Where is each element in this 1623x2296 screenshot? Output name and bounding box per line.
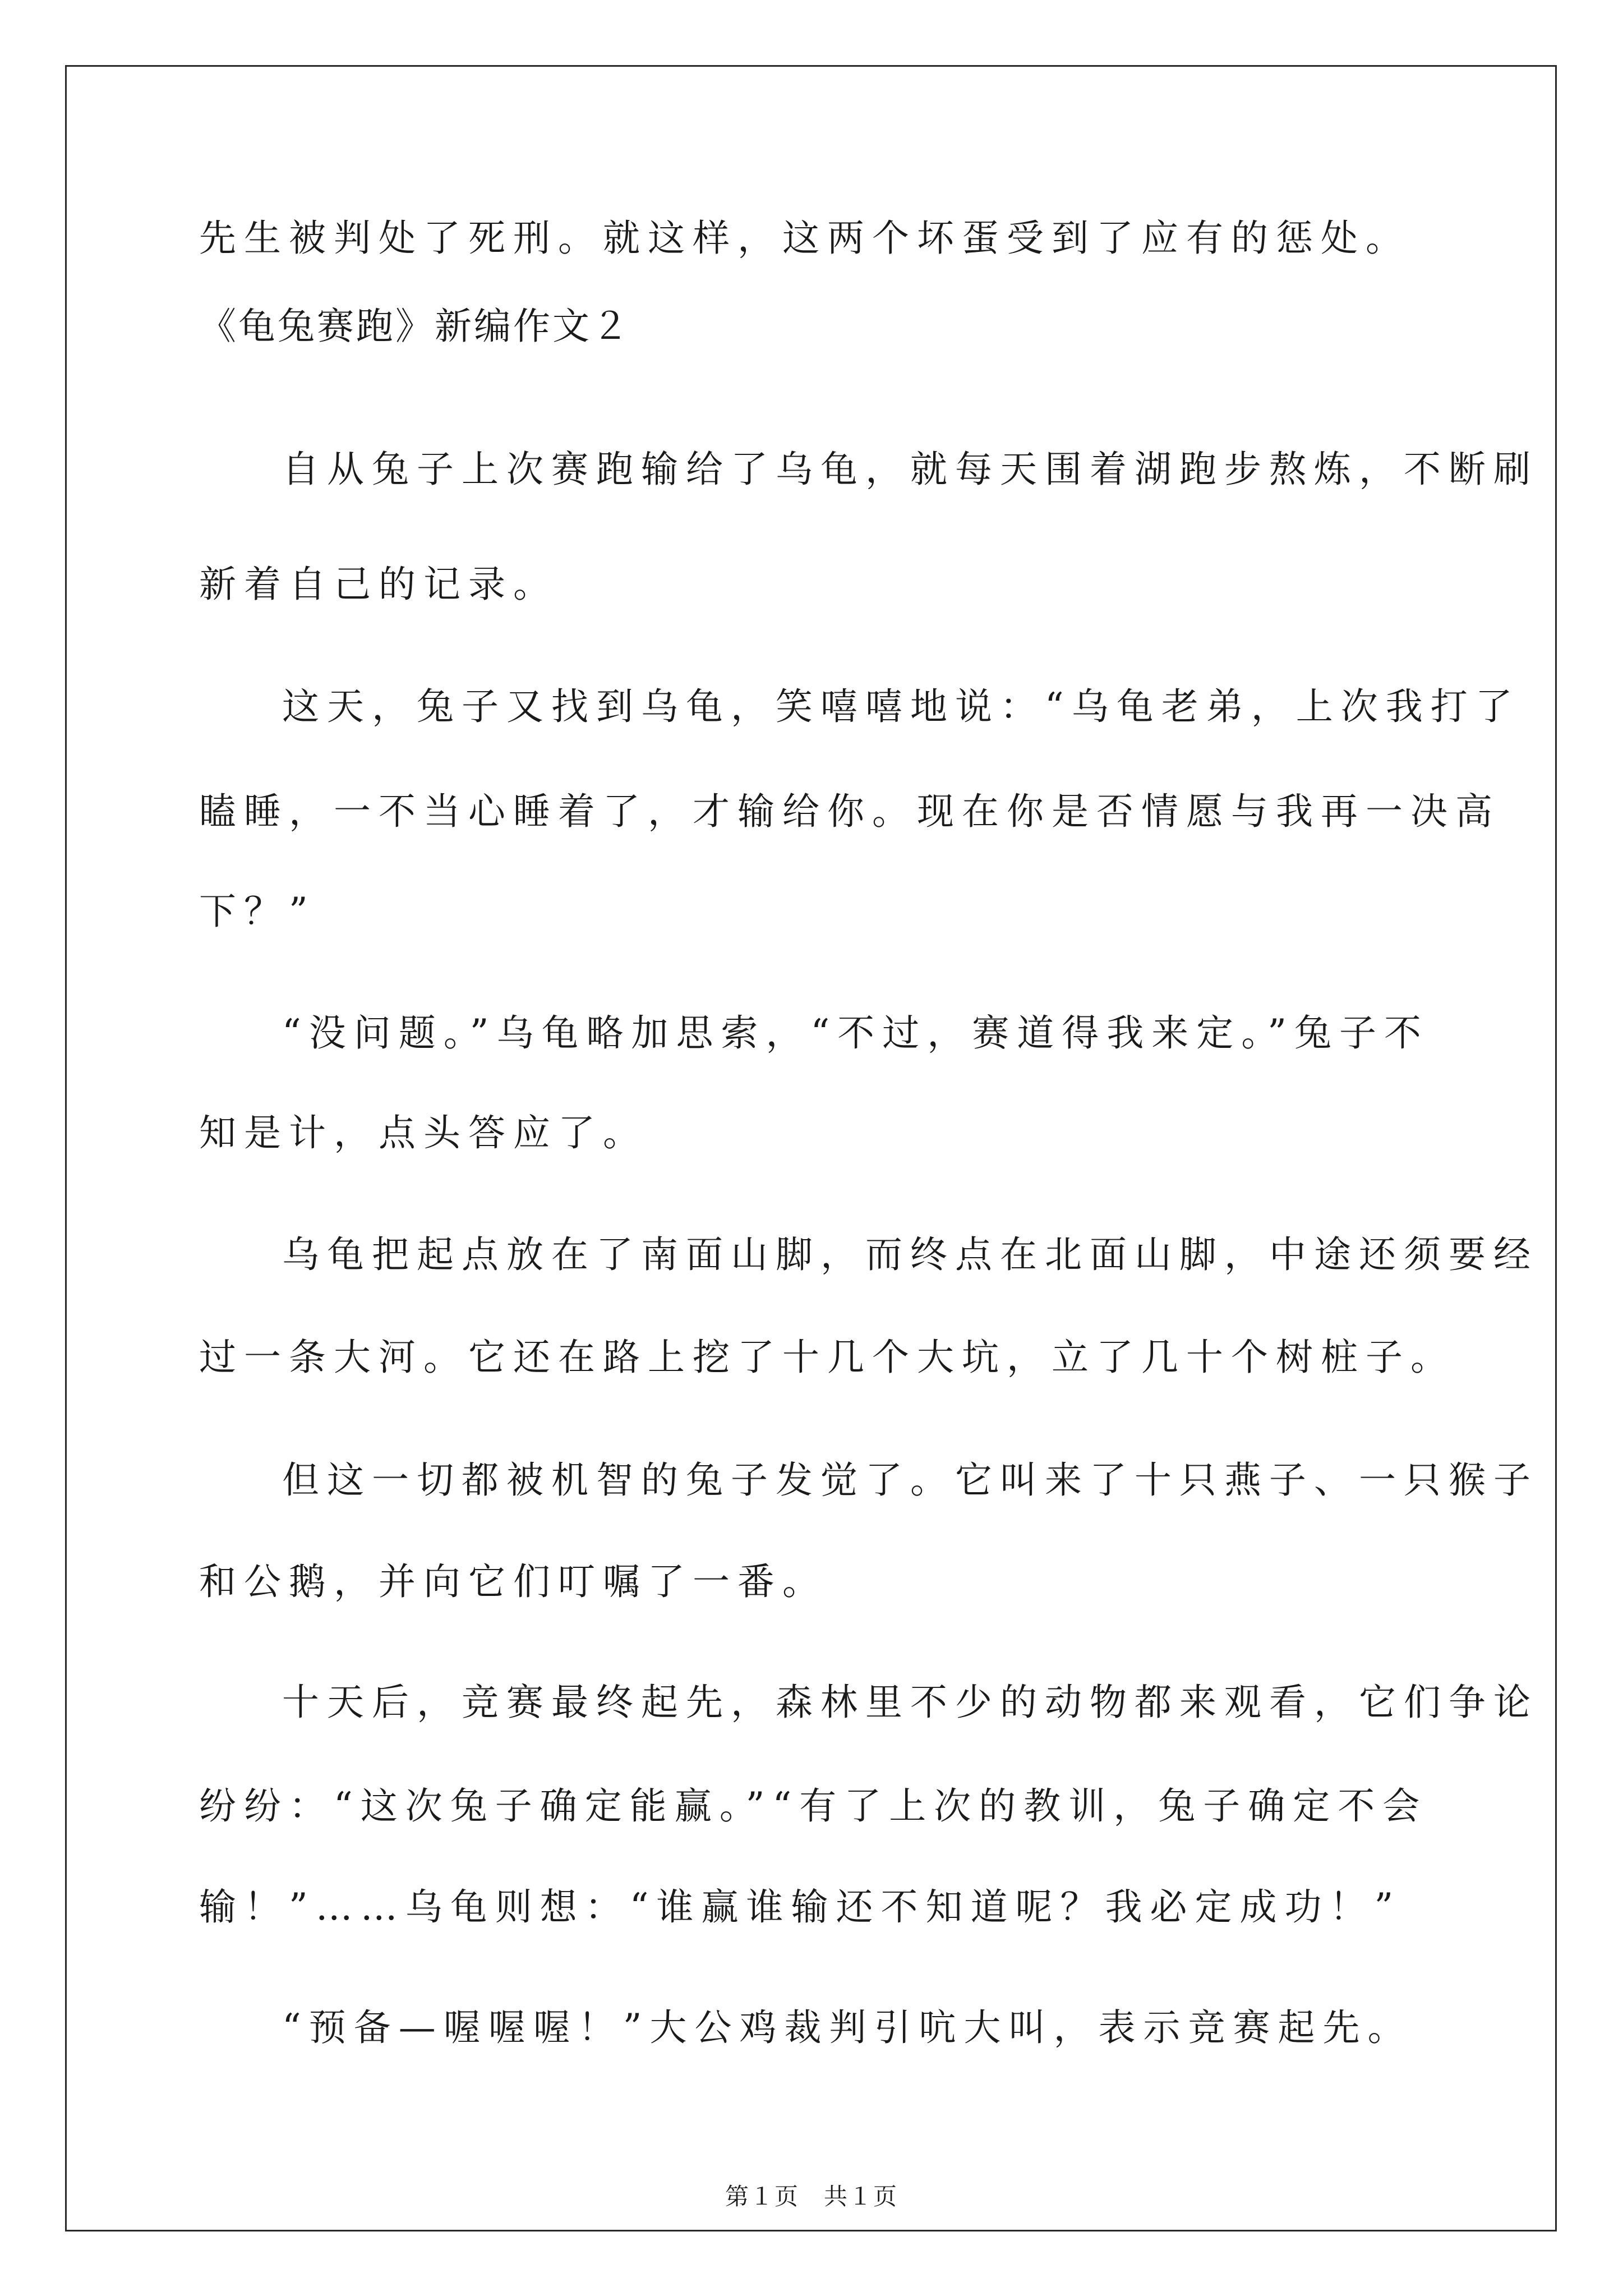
paragraph-5-line-1: 但这一切都被机智的兔子发觉了。它叫来了十只燕子、一只猴子 bbox=[282, 1458, 1538, 1502]
page-number: 第１页 bbox=[725, 2183, 799, 2210]
paragraph-7-line-1: “预备—喔喔喔！”大公鸡裁判引吭大叫，表示竞赛起先。 bbox=[282, 2006, 1413, 2049]
paragraph-6-line-1: 十天后，竞赛最终起先，森林里不少的动物都来观看，它们争论 bbox=[282, 1681, 1538, 1724]
paragraph-2-line-2: 瞌睡，一不当心睡着了，才输给你。现在你是否情愿与我再一决高 bbox=[199, 790, 1500, 833]
paragraph-1-line-2: 新着自己的记录。 bbox=[199, 563, 558, 606]
paragraph-4-line-2: 过一条大河。它还在路上挖了十几个大坑，立了几十个树桩子。 bbox=[199, 1336, 1455, 1379]
total-pages: 共１页 bbox=[824, 2183, 898, 2210]
paragraph-2-line-1: 这天，兔子又找到乌龟，笑嘻嘻地说：“乌龟老弟，上次我打了 bbox=[282, 685, 1520, 728]
paragraph-3-line-2: 知是计，点头答应了。 bbox=[199, 1111, 648, 1154]
paragraph-3-line-1: “没问题。”乌龟略加思索，“不过，赛道得我来定。”兔子不 bbox=[282, 1011, 1429, 1055]
page-footer bbox=[0, 2181, 1623, 2212]
paragraph-6-line-2: 纷纷：“这次兔子确定能赢。”“有了上次的教训，兔子确定不会 bbox=[199, 1784, 1428, 1828]
text-line: 先生被判处了死刑。就这样，这两个坏蛋受到了应有的惩处。 bbox=[199, 217, 1410, 260]
essay-title: 《龟兔赛跑》新编作文２ bbox=[199, 305, 631, 348]
paragraph-4-line-1: 乌龟把起点放在了南面山脚，而终点在北面山脚，中途还须要经 bbox=[282, 1233, 1538, 1276]
paragraph-5-line-2: 和公鹅，并向它们叮嘱了一番。 bbox=[199, 1560, 827, 1603]
paragraph-2-line-3: 下？” bbox=[199, 890, 316, 933]
paragraph-6-line-3: 输！”……乌龟则想：“谁赢谁输还不知道呢？我必定成功！” bbox=[199, 1885, 1401, 1929]
paragraph-1-line-1: 自从兔子上次赛跑输给了乌龟，就每天围着湖跑步熬炼，不断刷 bbox=[282, 448, 1538, 491]
